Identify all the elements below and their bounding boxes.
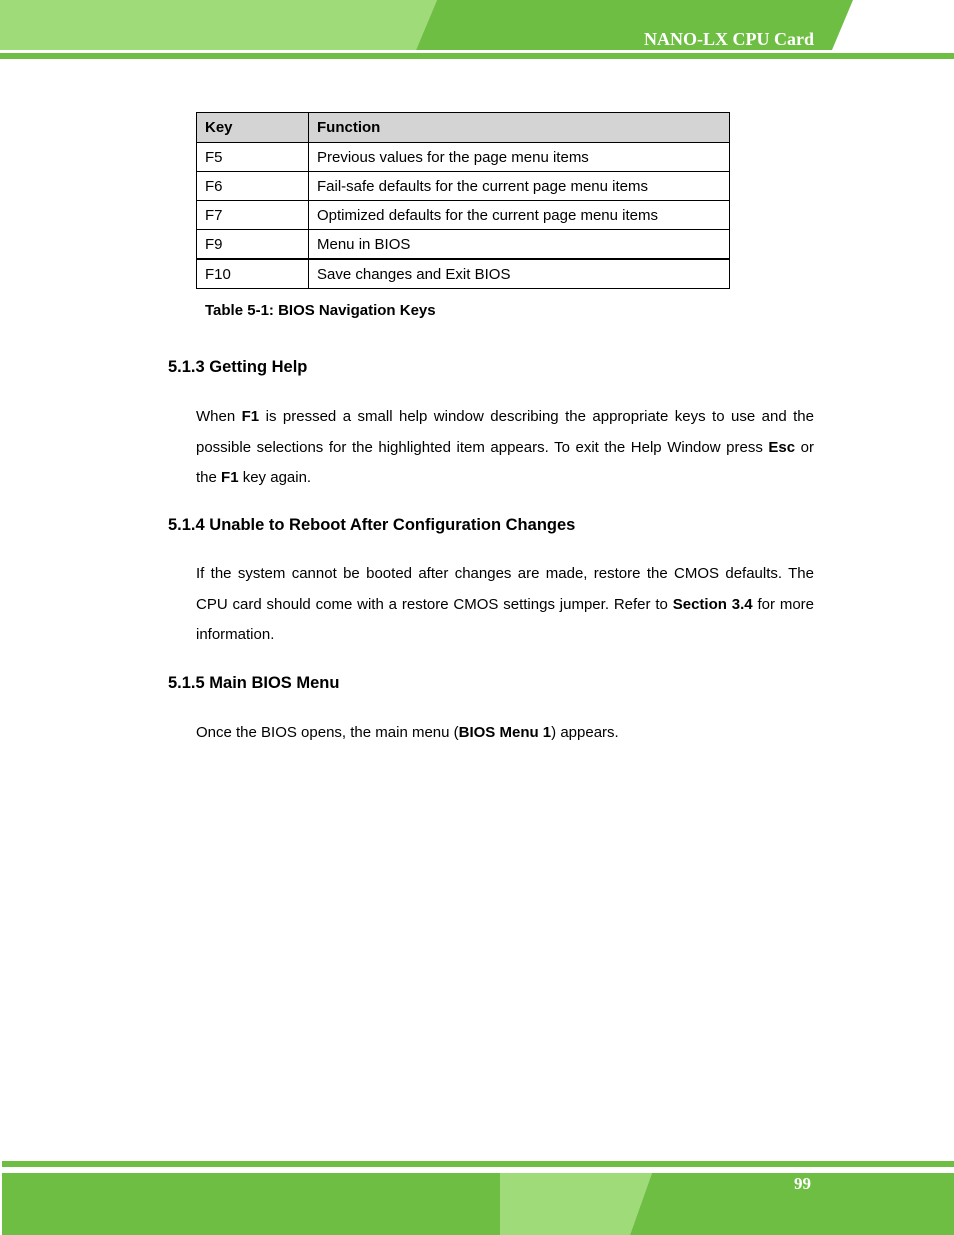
page-number: 99: [794, 1174, 811, 1193]
bios-navigation-keys-table: [196, 112, 730, 289]
table-cell-key: F5: [197, 143, 309, 172]
table-cell-key: F9: [197, 230, 309, 260]
document-title: NANO-LX CPU Card: [644, 29, 814, 49]
table-header-row: [197, 113, 730, 143]
table-cell-function: Optimized defaults for the current page menu items: [309, 201, 730, 230]
table-cell-key: F10: [197, 259, 309, 289]
table-row: [197, 259, 730, 289]
table-cell-function: Fail-safe defaults for the current page menu items: [309, 172, 730, 201]
section-heading-getting-help: 5.1.3 Getting Help: [168, 358, 308, 376]
section-heading-main-bios-menu: 5.1.5 Main BIOS Menu: [168, 674, 340, 692]
section-heading-unable-to-reboot: 5.1.4 Unable to Reboot After Configuration Changes: [168, 516, 576, 534]
column-header-function: Function: [309, 113, 730, 143]
table-row: [197, 230, 730, 260]
table-caption: Table 5-1: BIOS Navigation Keys: [205, 302, 436, 319]
table-row: [197, 201, 730, 230]
table-row: [197, 143, 730, 172]
table-cell-key: F6: [197, 172, 309, 201]
paragraph-main-bios-menu: Once the BIOS opens, the main menu (BIOS Menu 1) appears.: [196, 724, 619, 741]
table-cell-function: Previous values for the page menu items: [309, 143, 730, 172]
column-header-key: Key: [197, 113, 309, 143]
paragraph-getting-help: When F1 is pressed a small help window describing the appropriate keys to use and the possible selections for the highlighted item appears. To exit the Help Window press Esc or the F1 key again.: [196, 408, 814, 486]
footer-banner: [0, 1158, 954, 1235]
table-cell-key: F7: [197, 201, 309, 230]
table-row: [197, 172, 730, 201]
table-cell-function: Menu in BIOS: [309, 230, 730, 260]
table-cell-function: Save changes and Exit BIOS: [309, 259, 730, 289]
paragraph-unable-to-reboot: If the system cannot be booted after changes are made, restore the CMOS defaults. The CPU card should come with a restore CMOS settings jumper. Refer to Section 3.4 for more information.: [196, 565, 815, 643]
